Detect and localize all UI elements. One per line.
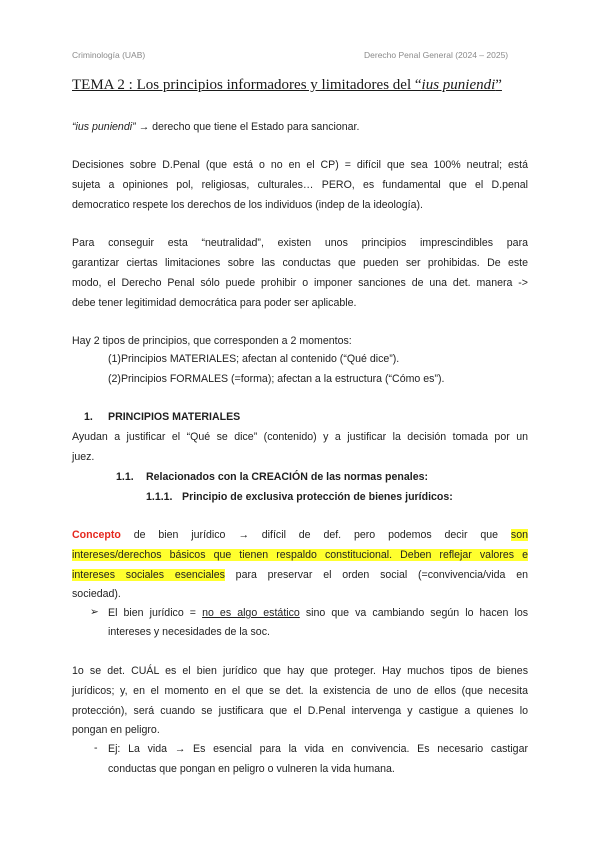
subsection-heading: Relacionados con la CREACIÓN de las normas penales: [146,471,429,483]
example-line: conductas que pongan en peligro o vulneren la vida humana. [108,763,395,775]
paragraph-line: juez. [72,451,95,463]
paragraph-line: pongan en peligro. [72,724,160,736]
subsubsection-number: 1.1.1. [146,491,173,503]
paragraph-line: jurídicos; y, en el momento en el que se det. la existencia de uno de ellos (que necesita [72,685,528,697]
subsection-number: 1.1. [116,471,134,483]
header-course: Criminología (UAB) [72,50,146,60]
list-item: (2)Principios FORMALES (=forma); afectan a la estructura (“Cómo es”). [108,373,445,385]
paragraph-line: 1o se det. CUÁL es el bien jurídico que hay que proteger. Hay muchos tipos de bienes [72,665,528,677]
bullet-line: intereses y necesidades de la soc. [108,626,270,638]
paragraph-line: debe tener legitimidad democrática para poder ser aplicable. [72,297,357,309]
arrow-bullet-icon: ➢ [90,606,99,618]
page-title: TEMA 2 : Los principios informadores y limitadores del “ius puniendi” [72,77,502,93]
paragraph-line: Decisiones sobre D.Penal (que está o no en el CP) = difícil que sea 100% neutral; está [72,159,528,171]
concept-line: Concepto de bien jurídico → difícil de def. pero podemos decir que son [72,529,528,541]
paragraph-line: Ayudan a justificar el “Qué se dice” (contenido) y a justificar la decisión tomada por un [72,431,528,443]
concept-line: intereses/derechos básicos que tienen respaldo constitucional. Deben reflejar valores e [72,549,528,561]
subsubsection-heading: Principio de exclusiva protección de bienes jurídicos: [182,491,453,503]
paragraph-line: Hay 2 tipos de principios, que corresponden a 2 momentos: [72,335,352,347]
paragraph-line: protección), será cuando se justificara que el D.Penal intervenga y castigue a quienes lo [72,705,528,717]
section-heading: PRINCIPIOS MATERIALES [108,411,241,423]
paragraph-line: modo, el Derecho Penal sólo puede prohibir o imponer sanciones de una det. manera -> [72,277,528,289]
section-number: 1. [84,411,93,423]
example-line: Ej: La vida → Es esencial para la vida en convivencia. Es necesario castigar [108,743,528,755]
paragraph-line: Para conseguir esta “neutralidad”, existen unos principios imprescindibles para [72,237,528,249]
header-subject: Derecho Penal General (2024 – 2025) [364,50,509,60]
list-item: (1)Principios MATERIALES; afectan al contenido (“Qué dice”). [108,353,400,365]
bullet-line: El bien jurídico = no es algo estático sino que va cambiando según lo hacen los [108,607,529,619]
paragraph-line: sujeta a opiniones pol, religiosas, culturales… PERO, es fundamental que el D.penal [72,179,528,191]
concept-line: intereses sociales esenciales para preservar el orden social (=convivencia/vida en [72,569,528,581]
concept-line: sociedad). [72,588,121,600]
paragraph-line: democratico respete los derechos de los individuos (indep de la ideología). [72,199,423,211]
paragraph-line: garantizar ciertas limitaciones sobre las conductas que pueden ser prohibidas. De este [72,257,528,269]
dash-bullet: - [94,742,98,754]
definition-line: “ius puniendi” → derecho que tiene el Estado para sancionar. [72,121,360,133]
